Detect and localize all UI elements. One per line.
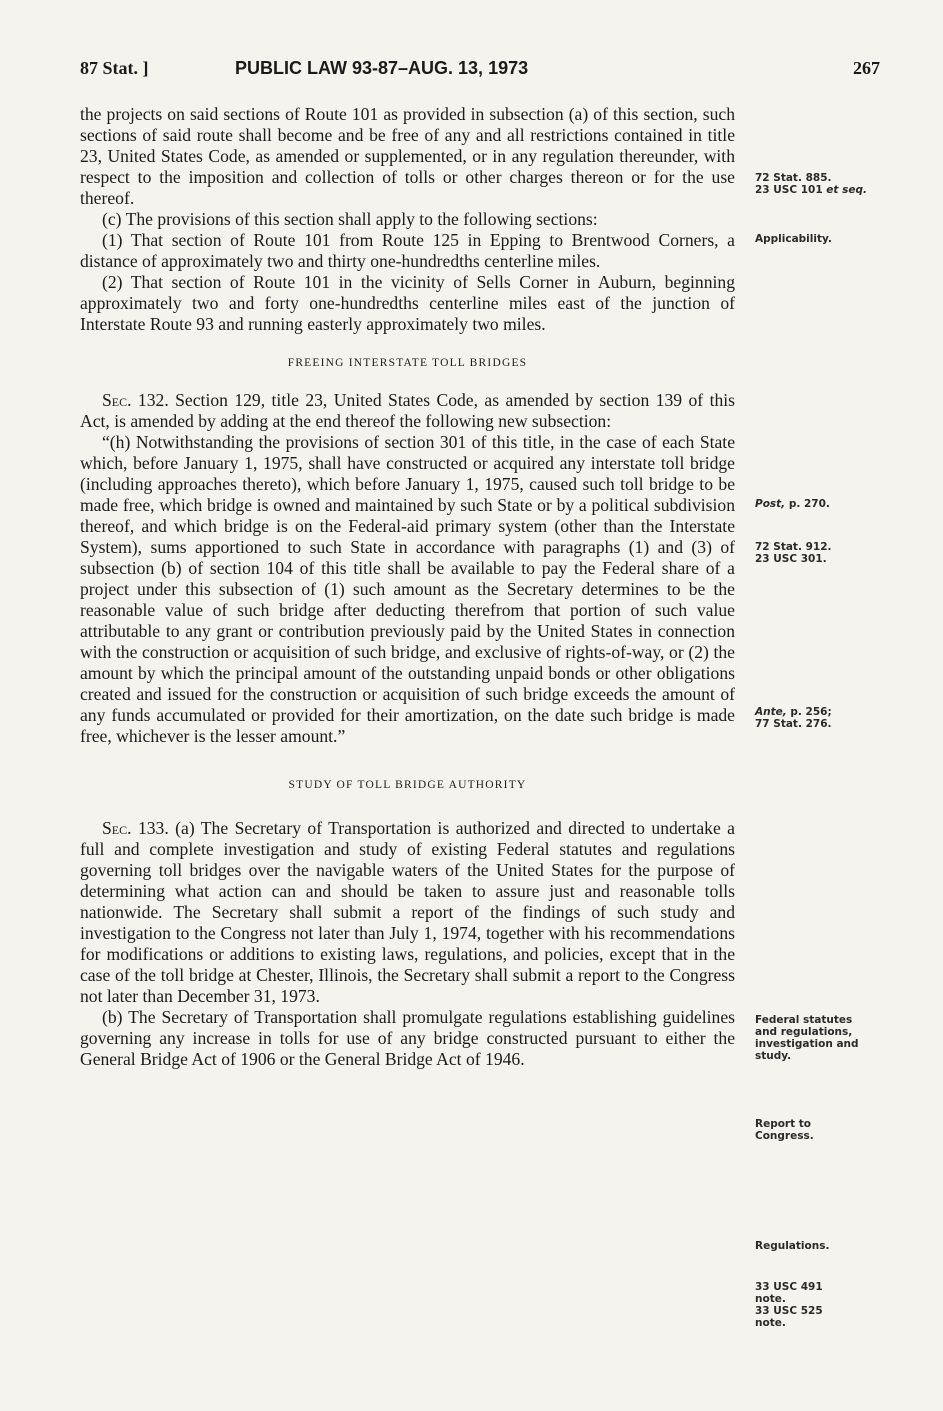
margin-line <box>755 184 895 196</box>
page-number: 267 <box>853 58 880 78</box>
margin-line: 72 Stat. 912. <box>755 541 832 553</box>
section-number: Sec. 132. <box>102 390 169 410</box>
section-133 <box>80 818 735 1007</box>
clause-1: (1) That section of Route 101 from Route 125 in Epping to Brentwood Corners, a distance of approximately two and thirty one-hundredths centerline miles. <box>80 230 735 271</box>
subsection-c: (c) The provisions of this section shall apply to the following sections: <box>102 209 598 229</box>
running-header <box>80 58 880 84</box>
subsection-h: “(h) Notwithstanding the provisions of section 301 of this title, in the case of each State which, before January 1, 1975, shall have constructed or acquired any interstate toll bridge (including approaches thereto), which before January 1, 1975, caused such toll bridge to be made free, which bridge is owned and maintained by such State or by a political subdivision thereof, and which bridge is on the Federal-aid primary system (other than the Interstate System), sums apportioned to such State in accordance with paragraphs (1) and (3) of subsection (b) of section 104 of this title shall be available to pay the Federal share of a project under this subsection of (1) such amount as the Secretary determines to be the reasonable value of such bridge after deducting therefrom that portion of such value attributable to any grant or contribution previously paid by the United States in connection with the construction or acquisition of such bridge, and exclusive of rights-of-way, or (2) the amount by which the principal amount of the outstanding unpaid bonds or other obligations created and issued for the construction or acquisition of such bridge exceeds the amount of any funds accumulated or provided for their amortization, on the date such bridge is made free, whichever is the lesser amount.” <box>80 432 735 746</box>
margin-note-report: Report to Congress. <box>755 1118 814 1142</box>
margin-note-citation <box>755 1281 850 1329</box>
section-heading-study: STUDY OF TOLL BRIDGE AUTHORITY <box>288 779 527 791</box>
margin-note-citation <box>755 172 895 196</box>
margin-note-regulations: Regulations. <box>755 1240 830 1252</box>
margin-text: Post, <box>755 498 786 510</box>
section-number: Sec. 133. <box>102 818 169 838</box>
margin-line: 33 USC 525 note. <box>755 1305 823 1329</box>
statute-volume: 87 Stat. ] <box>80 58 149 78</box>
clause-2: (2) That section of Route 101 in the vicinity of Sells Corner in Auburn, beginning approximately two and forty one-hundredths centerline miles east of the junction of Interstate Route 93 and running easterly approximately two miles. <box>80 272 735 334</box>
public-law-title: PUBLIC LAW 93-87–AUG. 13, 1973 <box>235 58 529 78</box>
margin-line <box>755 706 895 718</box>
margin-line: 72 Stat. 885. <box>755 172 832 184</box>
main-text <box>80 104 735 1070</box>
margin-text: Ante, <box>755 706 787 718</box>
margin-text: et seq. <box>826 184 867 196</box>
margin-text: 23 USC 101 <box>755 184 827 196</box>
margin-note-citation <box>755 541 895 565</box>
section-text: Section 129, title 23, United States Code, as amended by section 139 of this Act, is amended by adding at the end thereof the following new subsection: <box>80 390 735 431</box>
section-132 <box>80 390 735 432</box>
margin-line: 23 USC 301. <box>755 553 827 565</box>
section-text: (a) The Secretary of Transportation is authorized and directed to undertake a full and complete investigation and study of existing Federal statutes and regulations governing toll bridges over the navigable waters of the United States for the purpose of determining what action can and should be taken to assure just and reasonable tolls nationwide. The Secretary shall submit a report of the findings of such study and investigation to the Congress not later than July 1, 1974, together with his recommendations for modifications or additions to existing laws, regulations, and policies, except that in the case of the toll bridge at Chester, Illinois, the Secretary shall submit a report to the Congress not later than December 31, 1973. <box>80 818 735 1006</box>
margin-text: p. 256; <box>786 706 832 718</box>
margin-line: 77 Stat. 276. <box>755 718 832 730</box>
margin-line: 33 USC 491 note. <box>755 1281 823 1305</box>
section-heading-freeing-bridges: FREEING INTERSTATE TOLL BRIDGES <box>287 357 528 369</box>
margin-text: p. 270. <box>785 498 830 510</box>
margin-note-applicability: Applicability. <box>755 233 832 245</box>
margin-note-study: Federal statutes and regulations, investigation and study. <box>755 1014 859 1062</box>
margin-note-ante <box>755 706 895 730</box>
margin-note-post <box>755 498 895 510</box>
subsection-b: (b) The Secretary of Transportation shall promulgate regulations establishing guidelines governing any increase in tolls for use of any bridge constructed pursuant to either the General Bridge Act of 1906 or the General Bridge Act of 1946. <box>80 1007 735 1069</box>
paragraph-continued: the projects on said sections of Route 101 as provided in subsection (a) of this section, such sections of said route shall become and be free of any and all restrictions contained in title 23, United States Code, as amended or supplemented, or in any regulation thereunder, with respect to the imposition and collection of tolls or other charges thereon or for the use thereof. <box>80 104 735 208</box>
